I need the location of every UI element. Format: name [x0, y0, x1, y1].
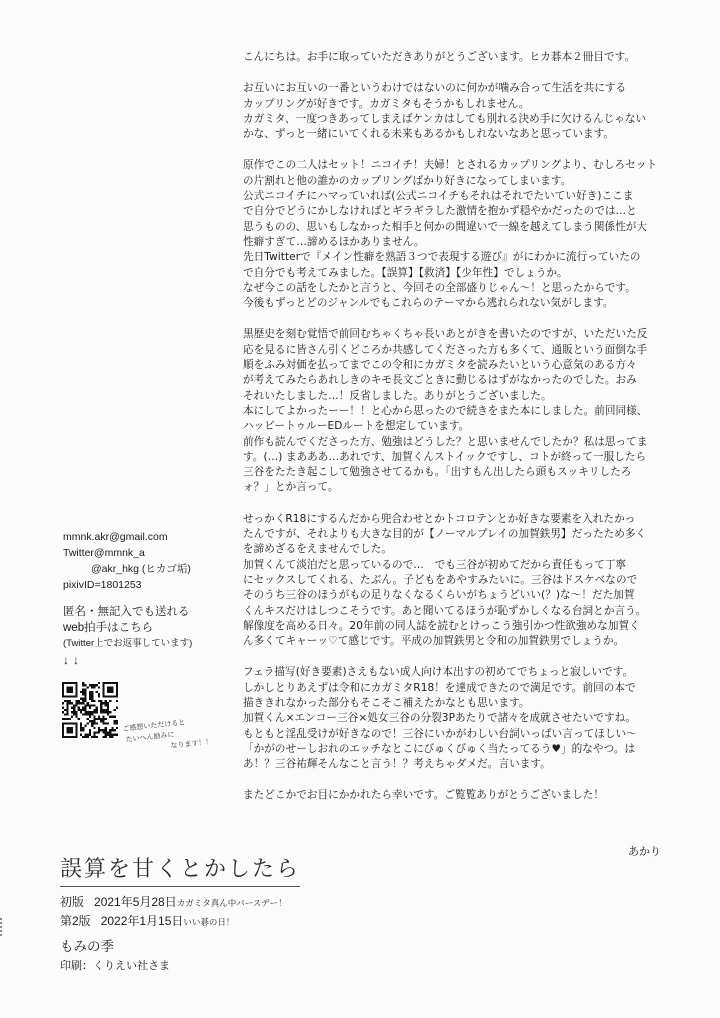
afterword-line: もともと淫乱受けが好きなので！三谷にいかがわしい台詞いっぱい言ってほしい～	[243, 727, 637, 740]
contact-info	[63, 529, 233, 593]
afterword-line: カップリングが好きです。カガミタもそうかもしれません。	[243, 97, 530, 110]
second-edition-date: 2022年1月15日	[100, 914, 184, 928]
afterword-line: あ！？三谷祐輝そんなこと言う！？考えちゃダメだ。言います。	[243, 758, 551, 771]
circle-name: もみの季	[60, 939, 114, 955]
first-edition-label: 初版	[60, 895, 85, 909]
afterword-line: 公式ニコイチにハマっていれば(公式ニコイチもそれはそれでたいてい好き)ここま	[243, 190, 634, 203]
handwritten-line-1: ご感想いただけると	[122, 718, 186, 733]
afterword-line: 黒歴史を刻む覚悟で前回むちゃくちゃ長いあとがきを書いたのですが、いただいた反	[243, 328, 648, 341]
second-edition	[60, 912, 234, 929]
afterword-line: ハッピートゥルーEDルートを想定しています。	[243, 420, 470, 433]
afterword-paragraph	[243, 665, 683, 772]
afterword-line: 描ききれなかった部分もそこそこ補えたかなとも思います。	[243, 696, 530, 709]
handwritten-line-3: なります！！	[170, 737, 213, 751]
second-edition-note: いい碁の日！	[183, 917, 235, 927]
web-clap-info	[63, 604, 233, 668]
afterword-line: たんですが、それよりも大きな目的が【ノーマルプレイの加賀鉄男】だったため多く	[243, 528, 647, 541]
afterword-line: かな、ずっと一緒にいてくれる未来もあるかもしれないなあと思っています。	[243, 128, 615, 141]
afterword-line: それいたしました…！反省しました。ありがとうございました。	[243, 389, 552, 402]
afterword-paragraph	[243, 50, 683, 65]
afterword-line: しかしとりあえずは令和にカガミタR18！を達成できたので満足です。前回の本で	[243, 681, 636, 694]
first-edition	[60, 893, 287, 910]
webclap-line-1: 匿名・無記入でも送れる	[63, 606, 190, 618]
afterword-line: ォ？」とか言って。	[243, 481, 339, 494]
afterword-line: こんにちは。お手に取っていただきありがとうございます。ヒカ碁本２冊目です。	[243, 51, 636, 63]
afterword-paragraph	[243, 81, 683, 142]
afterword-line: 本にしてよかったーー！！と心から思ったので続きをまた本にしました。前回同様、	[243, 404, 648, 417]
afterword-line: 原作でこの二人はセット！ニコイチ！夫婦！とされるカップリングより、むしろセット	[243, 159, 658, 172]
printer-credit: 印刷：くりえい社さま	[60, 959, 170, 972]
afterword-line: 加賀くん×エンコー三谷×処女三谷の分裂3Pあたりで諸々を成就させたいですね。	[243, 712, 636, 725]
qr-code-icon[interactable]	[62, 682, 118, 738]
handwritten-line-2: たいへん励みに	[125, 730, 175, 744]
afterword-line: お互いにお互いの一番というわけではないのに何かが噛み合って生活を共にする	[243, 82, 627, 95]
afterword-line: 性癖すぎて…諦めるほかありません。	[243, 235, 425, 248]
afterword-line: にセックスしてくれる、たぶん。子どもをあやすみたいに。三谷はドスケベなので	[243, 573, 638, 586]
webclap-note: (Twitter上でお返事しています)	[63, 638, 193, 649]
afterword-line: カガミタ、一度つきあってしまえばケンカはしても別れる決め手に欠けるんじゃない	[243, 112, 647, 125]
page-edge-marks	[0, 918, 6, 936]
webclap-line-2: web拍手はこちら	[63, 622, 154, 634]
afterword-line: 「かがのせーしおれのエッチなとこにびゅくびゅく当たってるう♥」的なやつ。は	[243, 742, 636, 755]
second-edition-label: 第2版	[60, 914, 91, 928]
twitter-sub-handle: @akr_hkg (ヒカゴ垢)	[91, 563, 191, 575]
afterword-line: またどこかでお目にかかれたら幸いです。ご覧覧ありがとうございました！	[243, 789, 605, 802]
afterword-paragraph	[243, 158, 683, 311]
twitter-handle: Twitter@mmnk_a	[63, 547, 145, 559]
first-edition-date: 2021年5月28日	[94, 895, 177, 909]
afterword-line: の片割れと他の誰かのカップリングばかり好きになってしまいます。	[243, 174, 572, 187]
author-signature: あかり	[628, 845, 661, 858]
afterword-line: が考えてみたらあれしきのキモ長文ごときに動じるはずがなかったのでした。おみ	[243, 374, 637, 387]
afterword-line: なぜ今この話をしたかと言うと、今回その全部盛りじゃん～！と思ったからです。	[243, 281, 636, 294]
afterword-paragraph	[243, 788, 683, 803]
afterword-line: 解像度を高める日々。20年前の同人誌を読むとけっこう強引かつ性欲強めな加賀く	[243, 619, 640, 632]
afterword-line: す。(…) まあああ…あれです、加賀くんストイックですし、コトが終って一服したら	[243, 450, 647, 463]
afterword-line: 先日Twitterで『メイン性癖を熟語３つで表現する遊び』がにわかに流行っていたの	[243, 251, 641, 264]
first-edition-note: カガミタ真ん中バースデー！	[176, 898, 287, 908]
afterword-line: 加賀くんて淡泊だと思っているので… でも三谷が初めてだから責任もって丁寧	[243, 558, 627, 571]
afterword-line: フェラ描写(好き要素)さえもない成人向け本出すの初めてでちょっと寂しいです。	[243, 666, 634, 679]
afterword-line: 三谷をたたき起こして勉強させてるかも。「出すもん出したら頭もスッキリしたろ	[243, 466, 632, 479]
afterword-line: 順をふみ対価を払ってまでこの令和にカガミタを読みたいという心意気のある方々	[243, 359, 637, 372]
handwritten-note	[122, 715, 215, 757]
book-title: 誤算を甘くとかしたら	[60, 857, 301, 882]
afterword-line: 今後もずっとどのジャンルでもこれらのテーマから逃れられない気がします。	[243, 297, 614, 310]
afterword-line: 前作も読んでくださった方、勉強はどうした？と思いませんでしたか？私は思ってま	[243, 435, 648, 448]
afterword-line: そのうち三谷のほうがもの足りなくなるくらいがちょうどいい(？)な～！だた加賀	[243, 589, 635, 602]
afterword-paragraph	[243, 327, 683, 495]
afterword-line: 思うものの、思いもしなかった相手と何かの間違いで一線を越えてしまう関係性が大	[243, 220, 648, 233]
afterword-line: くんキスだけはしつこそうです。あと聞いてるほうが恥ずかしくなる台詞とか言う。	[243, 604, 647, 617]
afterword-line: を諦めざるをえませんでした。	[243, 543, 393, 556]
afterword-line: で自分でどうにかしなければとギラギラした激情を抱かず穏やかだったのでは…と	[243, 205, 637, 218]
pixiv-id: pixivID=1801253	[63, 579, 142, 591]
title-divider	[60, 886, 300, 887]
afterword-line: で自分でも考えてみました。【誤算】【救済】【少年性】でしょうか。	[243, 266, 568, 279]
down-arrows-icon: ↓↓	[63, 653, 83, 667]
afterword-line: ん多くてキャーッ♡て感じです。平成の加賀鉄男と令和の加賀鉄男でしょうか。	[243, 635, 625, 648]
afterword-text	[243, 50, 683, 820]
email-address: mmnk.akr@gmail.com	[63, 531, 168, 543]
afterword-paragraph	[243, 512, 683, 650]
afterword-line: せっかくR18にするんだから兜合わせとかトコロテンとか好きな要素を入れたかっ	[243, 512, 636, 525]
afterword-line: 応を見るに皆さん引くどころか共感してくださった方も多くて、通販という面倒な手	[243, 343, 648, 356]
